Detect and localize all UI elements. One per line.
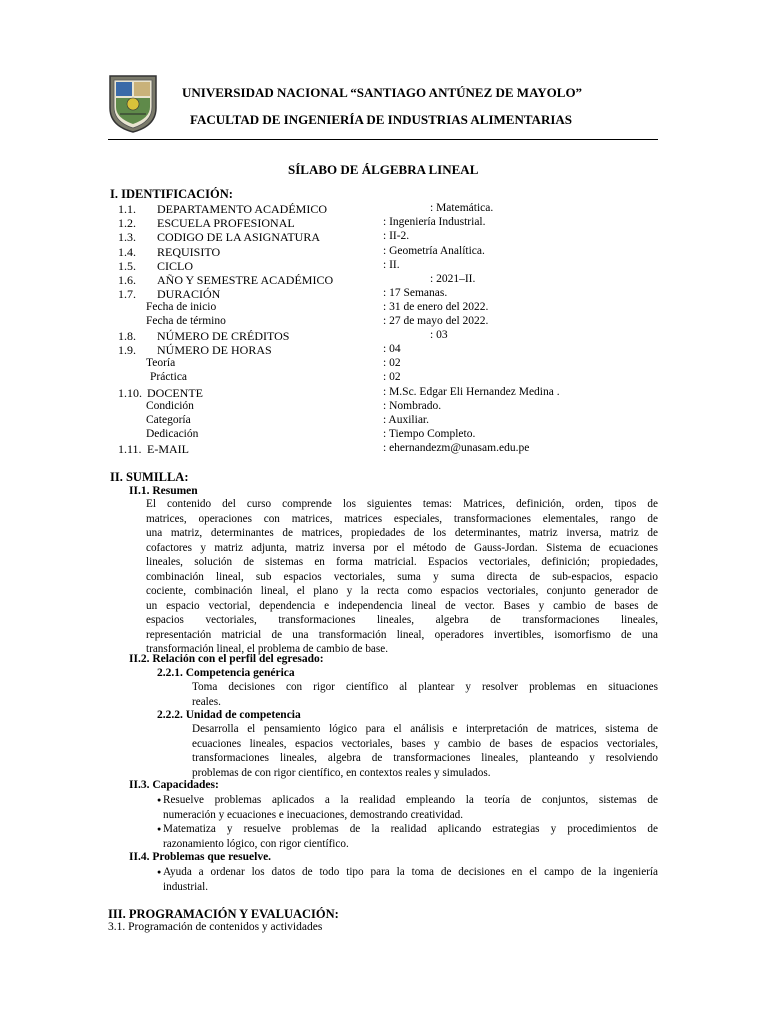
- ident-row-number: 1.4.: [118, 245, 136, 259]
- ident-row-label: Dedicación: [146, 428, 199, 440]
- programacion-subheading: 3.1. Programación de contenidos y actividades: [108, 921, 323, 933]
- ident-row-label: AÑO Y SEMESTRE ACADÉMICO: [157, 273, 334, 287]
- ident-row-label: ESCUELA PROFESIONAL: [157, 216, 295, 230]
- paragraph-line: representación matricial de una transformación lineal, operadores invertibles, isomorfismo de una: [146, 628, 658, 641]
- paragraph-line: reales.: [192, 695, 221, 708]
- ident-row-value: : 03: [430, 329, 448, 341]
- problemas-heading: II.4. Problemas que resuelve.: [129, 851, 272, 863]
- ident-row-number: 1.2.: [118, 216, 136, 230]
- ident-row-value: : Tiempo Completo.: [383, 428, 476, 440]
- bullet-icon: ●: [157, 825, 162, 833]
- list-item-line: razonamiento lógico, con rigor científico.: [163, 837, 349, 850]
- ident-row-label: NÚMERO DE CRÉDITOS: [157, 329, 290, 343]
- ident-row-label: Práctica: [150, 371, 188, 383]
- ident-row-number: 1.8.: [118, 329, 136, 343]
- ident-row-label: E-MAIL: [147, 442, 189, 456]
- paragraph-line: cociente, combinación lineal, el plano y la recta como espacios vectoriales, conjunto generador de: [146, 585, 658, 597]
- list-item: [163, 822, 658, 851]
- paragraph-line: cofactores y matriz adjunta, matriz inversa por el método de Gauss-Jordan. Sistema de ecuaciones: [146, 541, 658, 554]
- ident-row-number: 1.3.: [118, 230, 136, 244]
- paragraph-line: ecuaciones lineales, espacios vectoriales, bases y cambio de bases de espacios vectoriales,: [192, 737, 658, 750]
- university-crest-icon: [108, 74, 158, 134]
- ident-row-label: REQUISITO: [157, 245, 221, 259]
- paragraph-line: Toma decisiones con rigor científico al plantear y resolver problemas en situaciones: [192, 681, 658, 693]
- ident-row-number: 1.5.: [118, 259, 136, 273]
- section-sumilla-heading: II. SUMILLA:: [110, 470, 189, 484]
- ident-row-label: CICLO: [157, 259, 193, 273]
- ident-row-label: CODIGO DE LA ASIGNATURA: [157, 230, 321, 244]
- ident-row-label: DOCENTE: [147, 386, 203, 400]
- ident-row-value: : M.Sc. Edgar Eli Hernandez Medina .: [383, 386, 560, 398]
- ident-row-number: 1.11.: [118, 442, 142, 456]
- ident-row-value: : Matemática.: [430, 202, 494, 214]
- paragraph-line: Desarrolla el pensamiento lógico para el análisis e interpretación de matrices, sistema de: [192, 723, 658, 735]
- ident-row-label: Categoría: [146, 414, 191, 426]
- list-item-line: Resuelve problemas aplicados a la realidad empleando la teoría de conjuntos, sistemas de: [163, 794, 658, 806]
- ident-row-value: : ehernandezm@unasam.edu.pe: [383, 442, 530, 454]
- ident-row-value: : II.: [383, 259, 400, 271]
- header-divider: [108, 139, 658, 140]
- list-item-line: industrial.: [163, 880, 209, 893]
- resumen-heading: II.1. Resumen: [129, 485, 198, 497]
- document-title: SÍLABO DE ÁLGEBRA LINEAL: [288, 162, 479, 177]
- unidad-competencia-heading: 2.2.2. Unidad de competencia: [157, 709, 301, 721]
- ident-row-number: 1.9.: [118, 343, 136, 357]
- ident-row-number: 1.10.: [118, 386, 142, 400]
- paragraph-line: espacios vectoriales, transformaciones lineales, algebra de transformaciones lineales,: [146, 614, 658, 626]
- paragraph-line: problemas de con rigor científico, en contextos reales y simulados.: [192, 766, 491, 779]
- ident-row-value: : Geometría Analítica.: [383, 245, 485, 257]
- list-item: [163, 865, 658, 894]
- paragraph-line: transformaciones lineales, algebra de transformaciones lineales, planteando y resolviendo: [192, 752, 658, 764]
- list-item-line: Matematiza y resuelve problemas de la realidad aplicando estrategias y procedimientos de: [163, 823, 658, 835]
- ident-row-value: : 27 de mayo del 2022.: [383, 315, 489, 327]
- ident-row-value: : Ingeniería Industrial.: [383, 216, 486, 228]
- resumen-paragraph: [146, 497, 658, 657]
- perfil-heading: II.2. Relación con el perfil del egresado:: [129, 653, 324, 665]
- ident-row-number: 1.6.: [118, 273, 136, 287]
- ident-row-value: : 2021–II.: [430, 273, 476, 285]
- ident-row-value: : II-2.: [383, 230, 410, 242]
- list-item-line: Ayuda a ordenar los datos de todo tipo para la toma de decisiones en el campo de la ingeniería: [163, 866, 658, 878]
- ident-row-number: 1.1.: [118, 202, 136, 216]
- bullet-icon: ●: [157, 868, 162, 876]
- paragraph-line: El contenido del curso comprende los siguientes temas: Matrices, definición, orden, tipos de: [146, 498, 658, 510]
- ident-row-value: : 02: [383, 371, 401, 383]
- ident-row-value: : 17 Semanas.: [383, 287, 448, 299]
- ident-row-value: : 02: [383, 357, 401, 369]
- bullet-icon: ●: [157, 796, 162, 804]
- list-item: [163, 793, 658, 822]
- ident-row-value: : 31 de enero del 2022.: [383, 301, 489, 313]
- capacidades-heading: II.3. Capacidades:: [129, 779, 219, 791]
- ident-row-label: Fecha de inicio: [146, 301, 217, 313]
- unidad-competencia-paragraph: [192, 722, 658, 780]
- ident-row-label: Condición: [146, 400, 194, 412]
- list-item-line: numeración y ecuaciones e inecuaciones, demostrando creatividad.: [163, 808, 464, 821]
- section-programacion-heading: III. PROGRAMACIÓN Y EVALUACIÓN:: [108, 907, 339, 921]
- paragraph-line: transformación lineal, el problema de cambio de base.: [146, 643, 388, 655]
- ident-row-value: : Nombrado.: [383, 400, 442, 412]
- competencia-generica-paragraph: [192, 680, 658, 709]
- paragraph-line: una matriz, determinantes de matrices, propiedades de los determinantes, matriz inversa, matriz de: [146, 527, 658, 539]
- university-name: UNIVERSIDAD NACIONAL “SANTIAGO ANTÚNEZ DE MAYOLO”: [182, 85, 583, 100]
- paragraph-line: combinación lineal, sub espacios vectoriales, suma y suma directa de sub-espacios, espacio: [146, 570, 658, 583]
- faculty-name: FACULTAD DE INGENIERÍA DE INDUSTRIAS ALIMENTARIAS: [190, 112, 573, 127]
- ident-row-number: 1.7.: [118, 287, 136, 301]
- paragraph-line: lineales, solución de sistemas en forma matricial. Espacios vectoriales, definición; propiedades,: [146, 556, 658, 568]
- paragraph-line: un espacio vectorial, dependencia e independencia lineal de vector. Bases y cambio de bases de: [146, 599, 658, 612]
- ident-row-value: : 04: [383, 343, 401, 355]
- ident-row-label: Teoría: [146, 357, 176, 369]
- competencia-generica-heading: 2.2.1. Competencia genérica: [157, 667, 295, 679]
- paragraph-line: matrices, operaciones con matrices, matrices especiales, transformaciones elementales, rango de: [146, 512, 658, 525]
- ident-row-label: Fecha de término: [146, 315, 226, 327]
- section-identificacion-heading: I. IDENTIFICACIÓN:: [110, 187, 233, 201]
- ident-row-label: DEPARTAMENTO ACADÉMICO: [157, 202, 328, 216]
- ident-row-value: : Auxiliar.: [383, 414, 429, 426]
- ident-row-label: NÚMERO DE HORAS: [157, 343, 272, 357]
- ident-row-label: DURACIÓN: [157, 287, 221, 301]
